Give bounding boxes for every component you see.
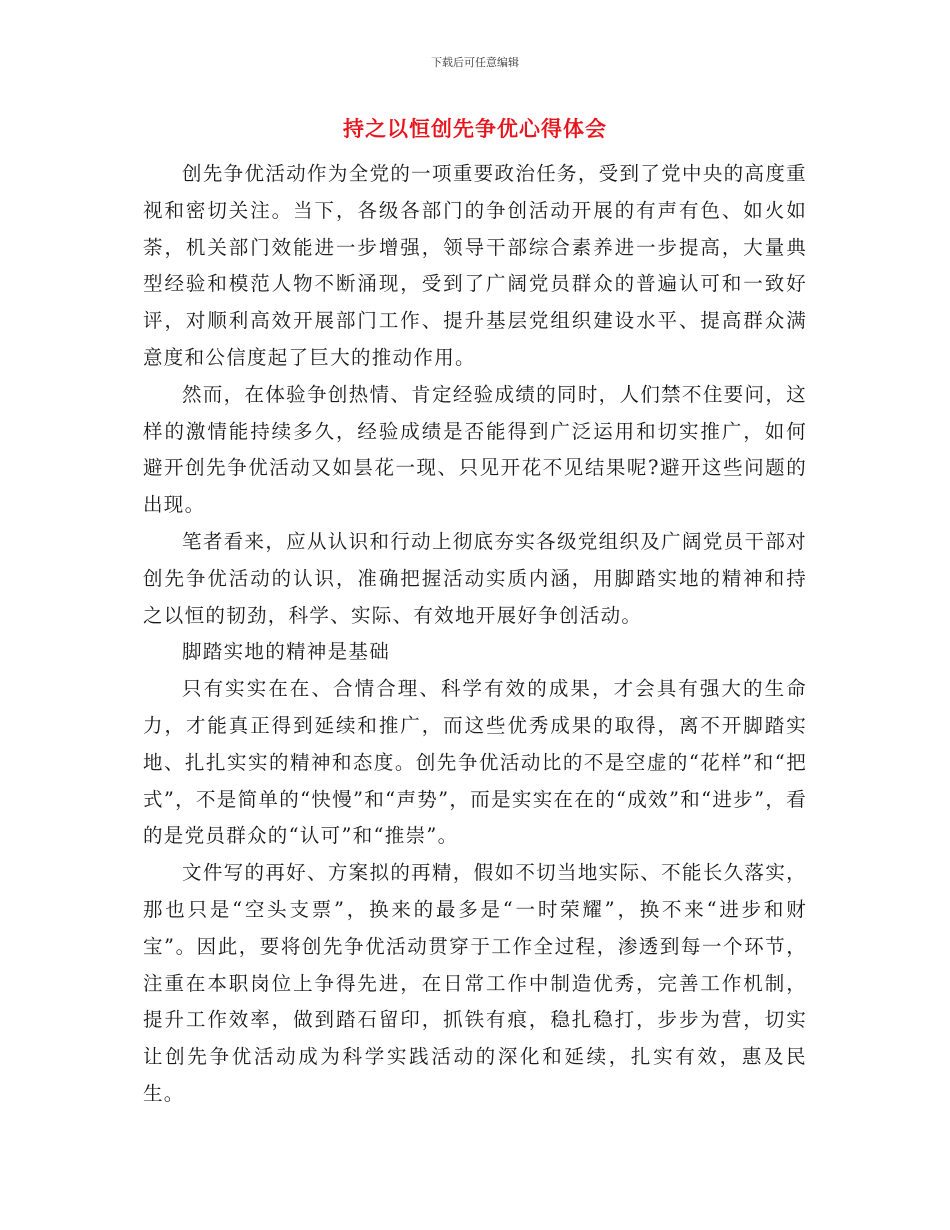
paragraph-5: 文件写的再好、方案拟的再精，假如不切当地实际、不能长久落实，那也只是“空头支票”，换来的最多是“一时荣耀”，换不来“进步和财宝”。因此，要将创先争优活动贯穿于工作全过程，渗透到每一个环节，注重在本职岗位上争得先进，在日常工作中制造优秀，完善工作机制，提升工作效率，做到踏石留印，抓铁有痕，稳扎稳打，步步为营，切实让创先争优活动成为科学实践活动的深化和延续，扎实有效，惠及民生。	[143, 861, 807, 1105]
paragraph-3: 笔者看来，应从认识和行动上彻底夯实各级党组织及广阔党员干部对创先争优活动的认识，准确把握活动实质内涵，用脚踏实地的精神和持之以恒的韧劲，科学、实际、有效地开展好争创活动。	[143, 529, 807, 627]
paragraph-2: 然而，在体验争创热情、肯定经验成绩的同时，人们禁不住要问，这样的激情能持续多久，经验成绩是否能得到广泛运用和切实推广，如何避开创先争优活动又如昙花一现、只见开花不见结果呢?避开这些问题的出现。	[143, 382, 807, 517]
paragraph-1: 创先争优活动作为全党的一项重要政治任务，受到了党中央的高度重视和密切关注。当下，各级各部门的争创活动开展的有声有色、如火如荼，机关部门效能进一步增强，领导干部综合素养进一步提高，大量典型经验和模范人物不断涌现，受到了广阔党员群众的普遍认可和一致好评，对顺利高效开展部门工作、提升基层党组织建设水平、提高群众满意度和公信度起了巨大的推动作用。	[143, 162, 807, 369]
header-note: 下载后可任意编辑	[431, 56, 519, 69]
document-title: 持之以恒创先争优心得体会	[343, 117, 607, 141]
document-body	[143, 156, 807, 1113]
section-heading: 脚踏实地的精神是基础	[182, 640, 391, 664]
paragraph-4: 只有实实在在、合情合理、科学有效的成果，才会具有强大的生命力，才能真正得到延续和推广，而这些优秀成果的取得，离不开脚踏实地、扎扎实实的精神和态度。创先争优活动比的不是空虚的“花样”和“把式”，不是简单的“快慢”和“声势”，而是实实在在的“成效”和“进步”，看的是党员群众的“认可”和“推崇”。	[143, 677, 807, 848]
